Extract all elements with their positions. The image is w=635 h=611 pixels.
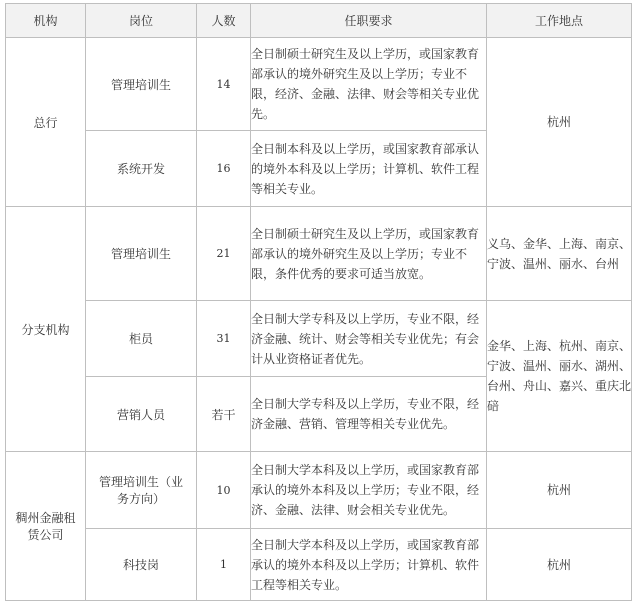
count-cell: 31	[197, 301, 251, 377]
location-text: 金华、上海、杭州、南京、宁波、温州、丽水、湖州、台州、舟山、嘉兴、重庆北碚	[487, 339, 632, 413]
table-row	[6, 529, 632, 601]
location-cell: 杭州	[487, 452, 632, 529]
requirements-text: 全日制大学专科及以上学历，专业不限，经济金融、统计、财会等相关专业优先；有会计从业资格证者优先。	[251, 311, 480, 366]
header-requirements: 任职要求	[251, 4, 487, 38]
table-row	[6, 38, 632, 131]
position-cell: 柜员	[86, 301, 197, 377]
table-row	[6, 452, 632, 529]
requirements-text: 全日制大学本科及以上学历，或国家教育部承认的境外本科及以上学历；计算机、软件工程等相关专业。	[251, 537, 480, 592]
count-cell: 1	[197, 529, 251, 601]
count-cell: 16	[197, 131, 251, 207]
position-cell: 管理培训生	[86, 38, 197, 131]
position-cell: 科技岗	[86, 529, 197, 601]
location-cell: 杭州	[487, 38, 632, 207]
count-cell: 10	[197, 452, 251, 529]
count-cell: 21	[197, 207, 251, 301]
requirements-cell	[251, 131, 487, 207]
count-cell: 14	[197, 38, 251, 131]
position-cell: 管理培训生	[86, 207, 197, 301]
position-cell: 管理培训生（业务方向）	[86, 452, 197, 529]
location-cell	[487, 207, 632, 301]
header-count: 人数	[197, 4, 251, 38]
requirements-cell	[251, 207, 487, 301]
requirements-text: 全日制硕士研究生及以上学历，或国家教育部承认的境外研究生及以上学历；专业不限，条件优秀的要求可适当放宽。	[251, 226, 480, 281]
requirements-cell	[251, 452, 487, 529]
requirements-cell	[251, 377, 487, 452]
org-cell: 总行	[6, 38, 86, 207]
location-cell	[487, 301, 632, 452]
org-cell: 稠州金融租赁公司	[6, 452, 86, 601]
requirements-cell	[251, 529, 487, 601]
requirements-text: 全日制大学专科及以上学历，专业不限，经济金融、营销、管理等相关专业优先。	[251, 397, 480, 431]
table-row	[6, 207, 632, 301]
header-org: 机构	[6, 4, 86, 38]
location-cell: 杭州	[487, 529, 632, 601]
header-location: 工作地点	[487, 4, 632, 38]
position-cell: 营销人员	[86, 377, 197, 452]
position-cell: 系统开发	[86, 131, 197, 207]
requirements-text: 全日制硕士研究生及以上学历，或国家教育部承认的境外研究生及以上学历；专业不限，经济、金融、法律、财会等相关专业优先。	[251, 47, 480, 121]
requirements-text: 全日制大学本科及以上学历，或国家教育部承认的境外本科及以上学历；专业不限，经济、金融、法律、财会相关专业优先。	[251, 463, 480, 517]
table-row	[6, 301, 632, 377]
org-cell: 分支机构	[6, 207, 86, 452]
header-row	[6, 4, 632, 38]
header-position: 岗位	[86, 4, 197, 38]
recruitment-table	[5, 3, 632, 601]
requirements-text: 全日制本科及以上学历，或国家教育部承认的境外本科及以上学历；计算机、软件工程等相关专业。	[251, 141, 480, 196]
requirements-cell	[251, 38, 487, 131]
requirements-cell	[251, 301, 487, 377]
count-cell: 若干	[197, 377, 251, 452]
location-text: 义乌、金华、上海、南京、宁波、温州、丽水、台州	[487, 236, 632, 271]
